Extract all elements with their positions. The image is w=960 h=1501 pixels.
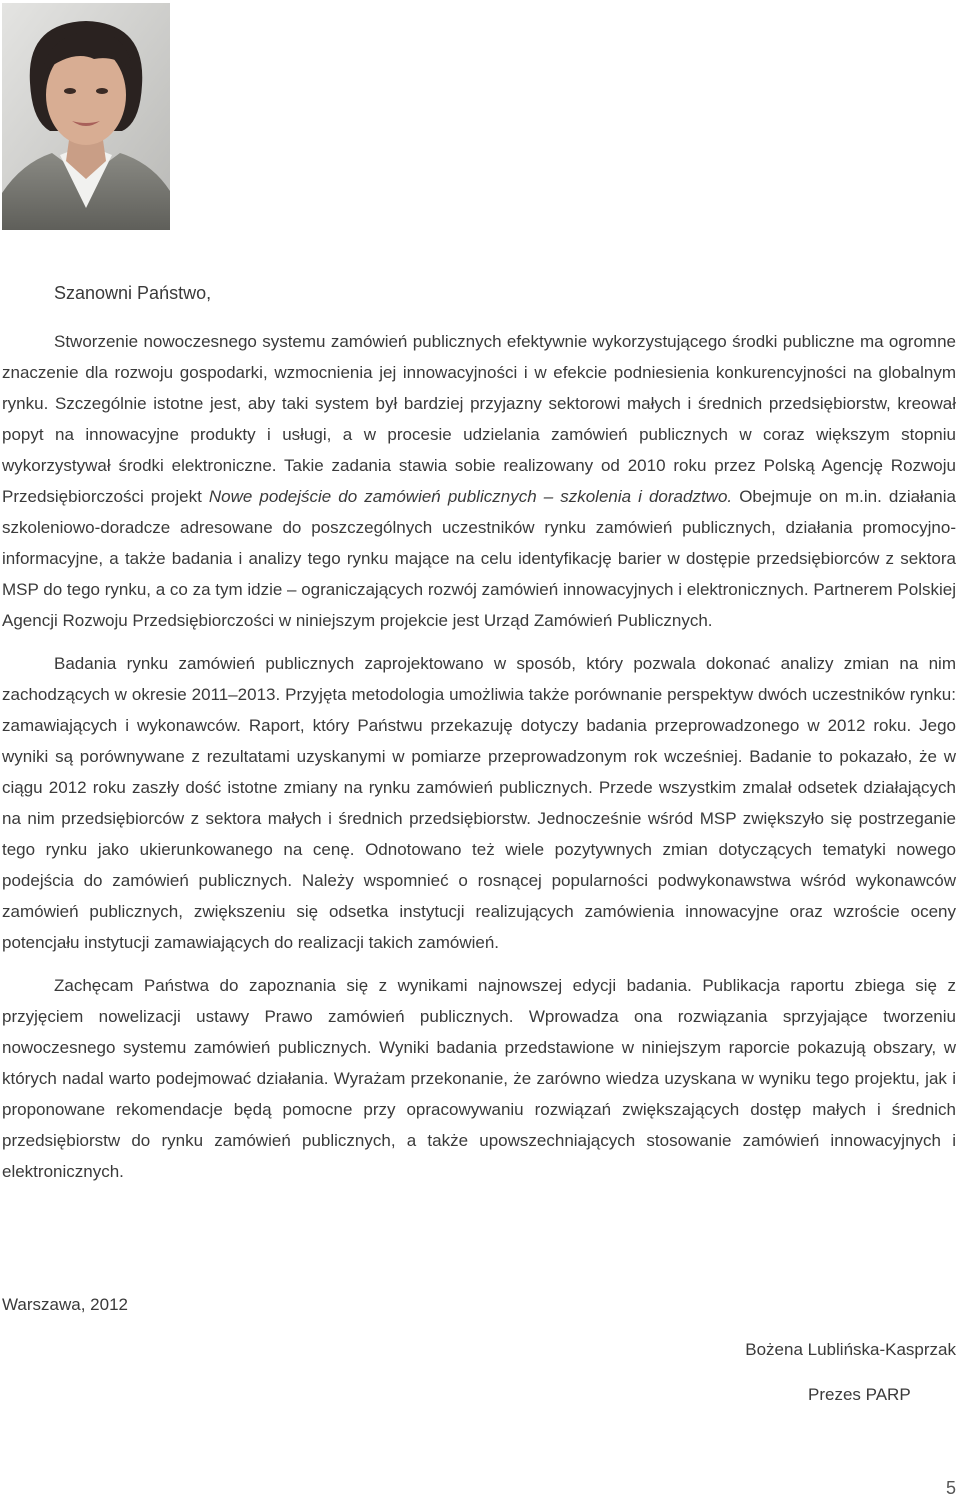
portrait-image: [2, 3, 170, 230]
signature-name: Bożena Lublińska-Kasprzak: [745, 1340, 956, 1359]
letter-body: [2, 326, 956, 1199]
paragraph-1-text-b: Obejmuje on m.in. działania szkoleniowo-doradcze adresowane do poszczególnych uczestników rynku zamówień publicznych, działania promocyjno-informacyjne, a także badania i analizy tego rynku mające na celu identyfikację barier w dostępie przedsiębiorców z sektora MSP do tego rynku, a co za tym idzie – ograniczających rozwój zamówień innowacyjnych i elektronicznych. Partnerem Polskiej Agencji Rozwoju Przedsiębiorczości w niniejszym projekcie jest Urząd Zamówień Publicznych.: [2, 487, 957, 630]
paragraph-3: Zachęcam Państwa do zapoznania się z wynikami najnowszej edycji badania. Publikacja raportu zbiega się z przyjęciem nowelizacji ustawy Prawo zamówień publicznych. Wprowadza ona rozwiązania sprzyjające tworzeniu nowoczesnego systemu zamówień publicznych. Wyniki badania przedstawione w niniejszym raporcie pokazują obszary, w których nadal warto podejmować działania. Wyrażam przekonanie, że zarówno wiedza uzyskana w wyniku tego projektu, jak i proponowane rekomendacje będą pomocne przy opracowywaniu rozwiązań zwiększających dostęp małych i średnich przedsiębiorstw do rynku zamówień publicznych, a także upowszechniających stosowanie zamówień innowacyjnych i elektronicznych.: [2, 976, 956, 1181]
paragraph-1: [2, 326, 956, 636]
project-title: Nowe podejście do zamówień publicznych – szkolenia i doradztwo.: [208, 487, 733, 506]
portrait-photo: [2, 3, 170, 230]
page-number: 5: [945, 1478, 956, 1498]
place-date: Warszawa, 2012: [2, 1295, 128, 1314]
paragraph-2: Badania rynku zamówień publicznych zaprojektowano w sposób, który pozwala dokonać analizy zmian na nim zachodzących w okresie 2011–2013. Przyjęta metodologia umożliwia także porównanie perspektyw dwóch uczestników rynku: zamawiających i wykonawców. Raport, który Państwu przekazuję dotyczy badania przeprowadzonego w 2012 roku. Jego wyniki są porównywane z rezultatami uzyskanymi w pomiarze przeprowadzonym rok wcześniej. Badanie to pokazało, że w ciągu 2012 roku zaszły dość istotne zmiany na rynku zamówień publicznych. Przede wszystkim zmalał odsetek działających na nim przedsiębiorców z sektora małych i średnich przedsiębiorstw. Jednocześnie wśród MSP zwiększyło się postrzeganie tego rynku jako ukierunkowanego na cenę. Odnotowano też wiele pozytywnych zmian dotyczących tematyki nowego podejścia do zamówień publicznych. Należy wspomnieć o rosnącej popularności podwykonawstwa wśród wykonawców zamówień publicznych, zwiększeniu się odsetka instytucji realizujących zamówienia innowacyjne oraz wzroście oceny potencjału instytucji zamawiających do realizacji takich zamówień.: [2, 654, 956, 952]
paragraph-1-text-a: Stworzenie nowoczesnego systemu zamówień publicznych efektywnie wykorzystującego środki publiczne ma ogromne znaczenie dla rozwoju gospodarki, wzmocnienia jej innowacyjności i w efekcie podniesienia konkurencyjności na globalnym rynku. Szczególnie istotne jest, aby taki system był bardziej przyjazny sektorowi małych i średnich przedsiębiorstw, kreował popyt na innowacyjne produkty i usługi, a w procesie udzielania zamówień publicznych w coraz większym stopniu wykorzystywał środki elektroniczne. Takie zadania stawia sobie realizowany od 2010 roku przez Polską Agencję Rozwoju Przedsiębiorczości projekt: [2, 332, 956, 506]
signature-title: Prezes PARP: [808, 1385, 911, 1404]
salutation: Szanowni Państwo,: [54, 283, 212, 303]
